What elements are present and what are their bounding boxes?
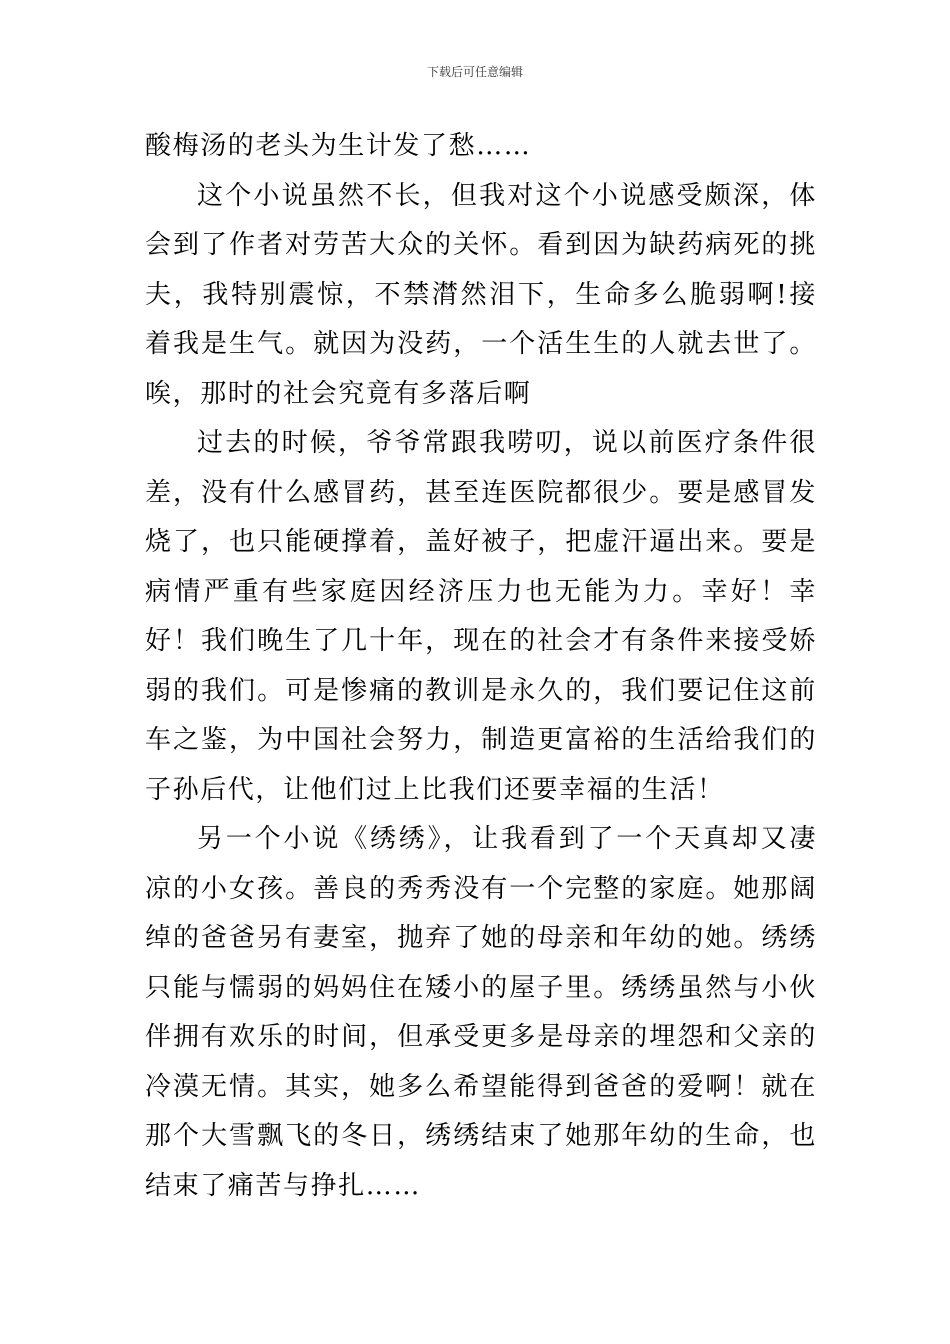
paragraph-continuation: 酸梅汤的老头为生计发了愁…… xyxy=(145,131,532,161)
paragraph: 过去的时候，爷爷常跟我唠叨，说以前医疗条件很差，没有什么感冒药，甚至连医院都很少。要是感冒发烧了，也只能硬撑着，盖好被子，把虚汗逼出来。要是病情严重有些家庭因经济压力也无能为力。幸好！幸好！我们晚生了几十年，现在的社会才有条件来接受娇弱的我们。可是惨痛的教训是永久的，我们要记住这前车之鉴，为中国社会努力，制造更富裕的生活给我们的子孙后代，让他们过上比我们还要幸福的生活！ xyxy=(145,428,817,805)
page-header: 下载后可任意编辑 xyxy=(426,65,523,79)
paragraph: 另一个小说《绣绣》，让我看到了一个天真却又凄凉的小女孩。善良的秀秀没有一个完整的家庭。她那阔绰的爸爸另有妻室，抛弃了她的母亲和年幼的她。绣绣只能与懦弱的妈妈住在矮小的屋子里。绣绣虽然与小伙伴拥有欢乐的时间，但承受更多是母亲的埋怨和父亲的冷漠无情。其实，她多么希望能得到爸爸的爱啊！就在那个大雪飘飞的冬日，绣绣结束了她那年幼的生命，也结束了痛苦与挣扎…… xyxy=(145,824,817,1201)
paragraph: 这个小说虽然不长，但我对这个小说感受颇深，体会到了作者对劳苦大众的关怀。看到因为缺药病死的挑夫，我特别震惊，不禁潸然泪下，生命多么脆弱啊!接着我是生气。就因为没药，一个活生生的人就去世了。唉，那时的社会究竟有多落后啊 xyxy=(145,180,817,409)
document-body xyxy=(145,122,817,1211)
